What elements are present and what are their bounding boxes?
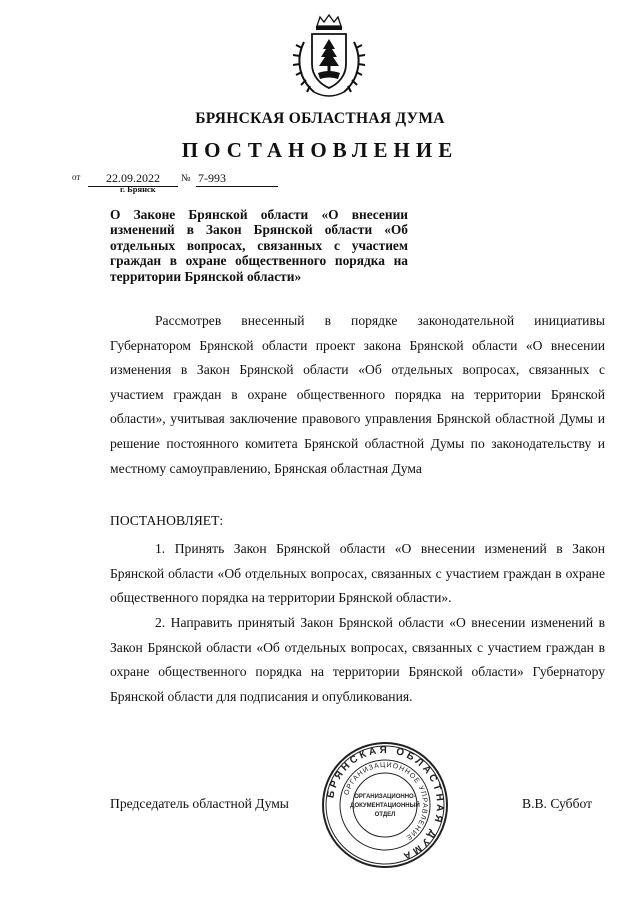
number-prefix: № (181, 173, 191, 184)
signatory-position: Председатель областной Думы (110, 796, 289, 811)
preamble-paragraph: Рассмотрев внесенный в порядке законодательной инициативы Губернатором Брянской области проект закона Брянской области «О внесении изменения в Закон Брянской области «Об отдельных вопросах, связанных с участием граждан в охране общественного порядка на территории Брянской области», учитывая заключение правового управления Брянской областной Думы и решение постоянного комитета Брянской областной Думы по законодательству и местному самоуправлению, Брянская областная Дума (110, 313, 605, 476)
date-prefix: от (72, 172, 81, 182)
seal-inner-text: ОРГАНИЗАЦИОННОЕ УПРАВЛЕНИЕ (343, 761, 429, 842)
resolves-heading: ПОСТАНОВЛЯЕТ: (110, 513, 224, 528)
document-type-title: ПОСТАНОВЛЕНИЕ (181, 138, 459, 162)
seal-center-line-2: ДОКУМЕНТАЦИОННЫЙ (350, 803, 420, 809)
official-seal-icon (320, 740, 450, 870)
document-number: 7-993 (196, 171, 278, 187)
document-city: г. Брянск (120, 184, 156, 194)
document-date: 22.09.2022 (88, 171, 178, 187)
resolution-item-2: 2. Направить принятый Закон Брянской области «О внесении изменений в Закон Брянской области «Об отдельных вопросах, связанных с участием граждан в охране общественного порядка на территории Брянской области» Губернатору Брянской области для подписания и опубликования. (110, 615, 605, 704)
seal-center-line-3: ОТДЕЛ (374, 812, 396, 818)
signatory-name: В.В. Суббот (522, 796, 593, 811)
seal-center-line-1: ОРГАНИЗАЦИОННО- (354, 794, 416, 800)
organization-name: БРЯНСКАЯ ОБЛАСТНАЯ ДУМА (195, 110, 445, 127)
document-subject: О Законе Брянской области «О внесении изменений в Закон Брянской области «Об отдельных вопросах, связанных с участием граждан в охране общественного порядка на территории Брянской области» (110, 207, 408, 284)
resolution-item-1: 1. Принять Закон Брянской области «О внесении изменений в Закон Брянской области «Об отдельных вопросах, связанных с участием граждан в охране общественного порядка на территории Брянской области». (110, 541, 605, 606)
svg-text:ОРГАНИЗАЦИОННОЕ УПРАВЛЕНИЕ (343, 762, 428, 841)
seal-outer-text: БРЯНСКАЯ ОБЛАСТНАЯ ДУМА (325, 744, 446, 863)
coat-of-arms-icon (290, 12, 368, 100)
